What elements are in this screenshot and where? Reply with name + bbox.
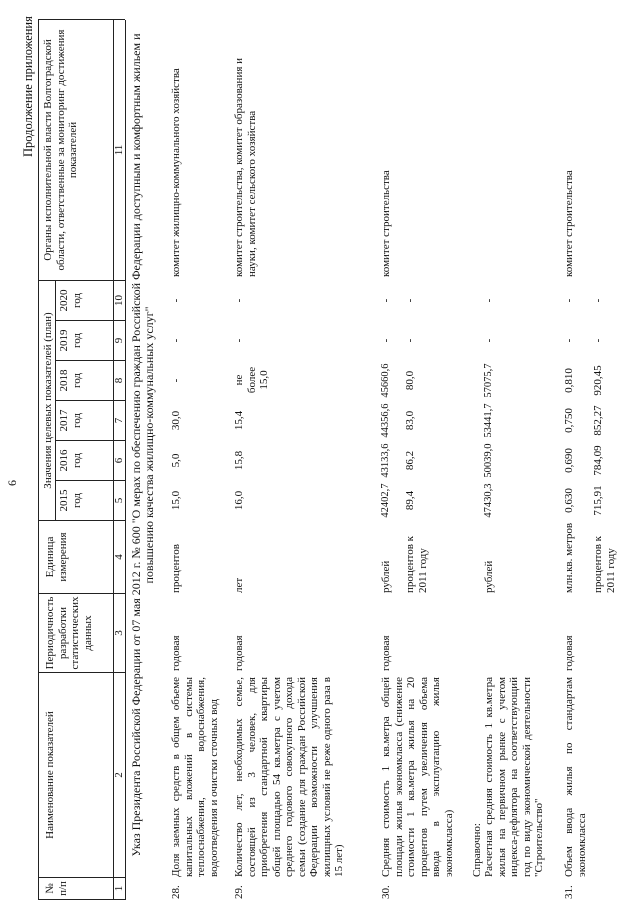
- row-name: Доля заемных средств в общем объеме капитальных вложений в системы теплоснабжения, водоснабжения, водоотведения и очистки сточных вод: [170, 677, 220, 877]
- row-unit: млн.кв. метров: [563, 522, 575, 593]
- row-number: 30.: [380, 885, 392, 899]
- row-value: 0,690: [563, 448, 575, 473]
- header-period: Периодичность разработки статистических данных: [44, 596, 94, 670]
- row-value-2: -: [592, 338, 604, 343]
- header-organs: Органы исполнительной власти Волгоградской области, ответственные за мониторинг достижения показателей: [42, 29, 79, 271]
- row-value: 44356,6: [380, 403, 391, 438]
- row-value-3: 53441,7: [483, 403, 494, 438]
- row-value: -: [170, 378, 182, 383]
- row-period: годовая: [233, 635, 245, 671]
- col-number: 8: [113, 377, 125, 384]
- row-value-2: 89,4: [404, 490, 416, 511]
- row-value: 43133,6: [380, 443, 391, 478]
- row-number: 31.: [563, 885, 575, 899]
- header-year: 2020 год: [58, 289, 83, 312]
- row-value-2: -: [592, 298, 604, 303]
- row-value: -: [380, 338, 392, 343]
- row-period: годовая: [563, 635, 575, 671]
- row-value-2: 86,2: [404, 450, 416, 471]
- continuation-label: Продолжение приложения: [21, 16, 35, 157]
- col-number: 1: [113, 885, 125, 892]
- header-year: 2018 год: [58, 369, 83, 392]
- row-unit-2: процентов к 2011 году: [592, 536, 617, 593]
- row-organ: комитет строительства, комитет образования и науки, комитет сельского хозяйства: [233, 57, 258, 277]
- row-name: Количество лет, необходимых семье, состоящей из 3 человек, для приобретения стандартной квартиры общей площадью 54 кв.метра с учетом среднего годового совокупного дохода семьи (создание для граждан Российской Федерации возможности улучшения жилищных условий не реже одного раза в 15 лет): [233, 677, 345, 877]
- row-value: -: [170, 338, 182, 343]
- row-value: 15,4: [233, 410, 245, 431]
- row-value: 45660,6: [380, 363, 391, 398]
- row-unit: рублей: [380, 560, 392, 593]
- row-value-2: 852,27: [592, 405, 604, 436]
- row-value-3: 57075,7: [483, 363, 494, 398]
- col-number: 4: [113, 554, 125, 560]
- header-year: 2017 год: [58, 409, 83, 432]
- row-value: 15,8: [233, 450, 245, 471]
- page-number: 6: [5, 480, 19, 486]
- row-value-2: 715,91: [592, 485, 604, 516]
- row-number: 29.: [233, 885, 245, 899]
- row-value-3: -: [483, 298, 495, 303]
- header-name: Наименование показателей: [44, 711, 56, 839]
- header-targets: Значения целевых показателей (план): [42, 312, 54, 489]
- col-number: 10: [113, 295, 125, 306]
- header-year: 2019 год: [58, 329, 83, 352]
- header-num: № п/п: [44, 881, 69, 896]
- row-value-2: 80,0: [404, 370, 416, 391]
- row-value-2: -: [404, 298, 416, 303]
- row-name: Средняя стоимость 1 кв.метра общей площади жилья экономкласса (снижение стоимости 1 кв.метра жилья на 20 процентов путем увеличения объема ввода в эксплуатацию жилья экономкласса): [380, 677, 455, 877]
- note-text: Расчетная средняя стоимость 1 кв.метра жилья на первичном рынке с учетом индекса-дефлятора на соответствующий год по виду экономической деятельности "Строительство": [483, 677, 545, 877]
- row-value: 30,0: [170, 410, 182, 431]
- row-value: 5,0: [170, 453, 182, 468]
- row-value: -: [170, 298, 182, 303]
- row-value-2: 83,0: [404, 410, 416, 431]
- col-number: 7: [113, 417, 125, 424]
- row-period: годовая: [380, 635, 392, 671]
- row-period: годовая: [170, 635, 182, 671]
- row-value-3: -: [483, 338, 495, 343]
- row-value: не более 15,0: [233, 366, 270, 394]
- header-year: 2015 год: [58, 489, 83, 512]
- header-year: 2016 год: [58, 449, 83, 472]
- row-unit: процентов: [170, 544, 182, 593]
- row-unit-3: рублей: [483, 560, 495, 593]
- row-name: Объем ввода жилья по стандартам экономкласса: [563, 677, 588, 877]
- row-value: 16,0: [233, 490, 245, 511]
- header-unit: Единица измерения: [44, 532, 69, 582]
- row-value-2: 784,09: [592, 445, 604, 476]
- row-value: -: [563, 338, 575, 343]
- row-value-2: 920,45: [592, 365, 604, 396]
- table-top-border: [38, 20, 39, 900]
- row-value: 0,750: [563, 408, 575, 433]
- col-number: 6: [113, 457, 125, 464]
- note-heading: Справочно:: [471, 823, 483, 877]
- row-unit: лет: [233, 577, 245, 593]
- section-title: Указ Президента Российской Федерации от 07 мая 2012 г. № 600 "О мерах по обеспечению граждан Российской Федерации доступным и комфортным жильем и повышению качества жилищно-коммунальных услуг": [129, 33, 156, 857]
- col-number: 9: [113, 337, 125, 344]
- row-unit-2: процентов к 2011 году: [404, 536, 429, 593]
- row-value: 15,0: [170, 490, 182, 511]
- row-value: -: [563, 298, 575, 303]
- row-value: 42402,7: [380, 483, 391, 518]
- row-number: 28.: [170, 885, 182, 899]
- row-value: -: [233, 338, 245, 343]
- row-organ: комитет жилищно-коммунального хозяйства: [170, 68, 182, 277]
- row-organ: комитет строительства: [380, 170, 392, 277]
- row-value-3: 47430,3: [483, 483, 494, 518]
- row-value: -: [233, 298, 245, 303]
- row-organ: комитет строительства: [563, 170, 575, 277]
- col-number: 2: [113, 772, 125, 778]
- col-number: 11: [113, 144, 125, 156]
- row-value: 0,630: [563, 488, 575, 513]
- row-value: 0,810: [563, 368, 575, 393]
- col-number: 3: [113, 630, 125, 636]
- row-value-2: -: [404, 338, 416, 343]
- col-number: 5: [113, 497, 125, 504]
- row-value-3: 50039,0: [483, 443, 494, 478]
- row-value: -: [380, 298, 392, 303]
